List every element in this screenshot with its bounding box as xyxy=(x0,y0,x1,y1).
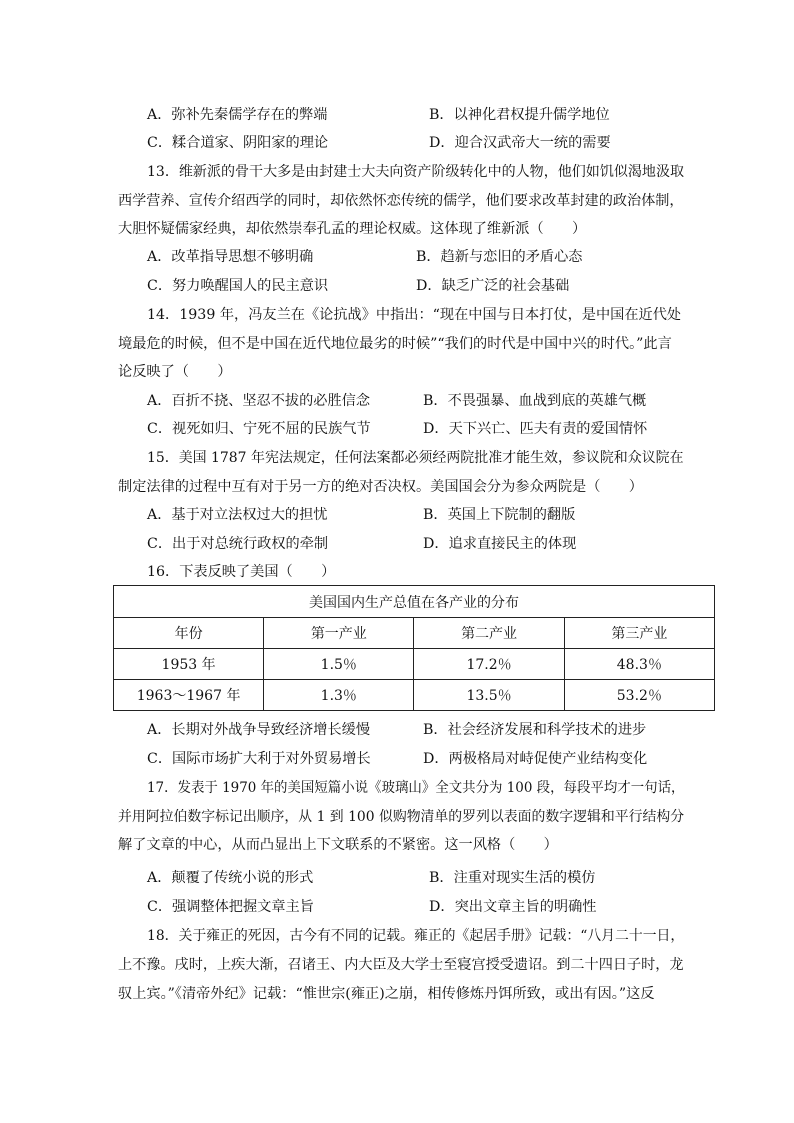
q18-stem-line-2: 上不豫。戌时，上疾大渐，召诸王、内大臣及大学士至寝宫授受遗诏。到二十四日子时，龙 xyxy=(118,957,684,973)
q12-option-b: B．以神化君权提升儒学地位 xyxy=(429,107,610,123)
q13-option-d: D．缺乏广泛的社会基础 xyxy=(416,278,570,294)
q14-stem-line-3: 论反映了（ ） xyxy=(118,364,232,380)
q15-stem-line-2: 制定法律的过程中互有对于另一方的绝对否决权。美国国会分为参众两院是（ ） xyxy=(118,479,643,495)
q14-stem-line-1: 14．1939 年，冯友兰在《论抗战》中指出：“现在中国与日本打仗，是中国在近代处 xyxy=(147,307,682,323)
table-header-cell: 第一产业 xyxy=(264,618,414,649)
q16-stem: 16．下表反映了美国（ ） xyxy=(147,564,336,580)
q17-stem-line-2: 并用阿拉伯数字标记出顺序，从 1 到 100 似购物清单的罗列以表面的数字逻辑和平行结构分 xyxy=(118,809,685,825)
table-cell: 48.3％ xyxy=(564,649,714,680)
q15-stem-line-1: 15．美国 1787 年宪法规定，任何法案都必须经两院批准才能生效，参议院和众议院在 xyxy=(147,450,684,466)
table-cell: 13.5％ xyxy=(414,680,564,711)
table-cell: 1953 年 xyxy=(114,649,264,680)
q13-stem-line-2: 西学营养、宣传介绍西学的同时，却依然怀恋传统的儒学，他们要求改革封建的政治体制， xyxy=(118,193,684,209)
q14-option-b: B．不畏强暴、血战到底的英雄气概 xyxy=(423,393,647,409)
table-header-row xyxy=(114,618,715,649)
q12-option-a: A．弥补先秦儒学存在的弊端 xyxy=(147,107,328,123)
q18-stem-line-1: 18．关于雍正的死因，古今有不同的记载。雍正的《起居手册》记载：“八月二十一日， xyxy=(147,928,685,944)
table-cell: 1963～1967 年 xyxy=(114,680,264,711)
q16-option-b: B．社会经济发展和科学技术的进步 xyxy=(423,722,647,738)
q15-option-a: A．基于对立法权过大的担忧 xyxy=(147,507,328,523)
q17-stem-line-1: 17．发表于 1970 年的美国短篇小说《玻璃山》全文共分为 100 段，每段平均才一句话， xyxy=(147,780,685,796)
q13-option-c: C．努力唤醒国人的民主意识 xyxy=(147,278,329,294)
q13-stem-line-1: 13．维新派的骨干大多是由封建士大夫向资产阶级转化中的人物，他们如饥似渴地汲取 xyxy=(147,164,685,180)
table-caption: 美国国内生产总值在各产业的分布 xyxy=(114,586,715,618)
q17-stem-line-3: 解了文章的中心，从而凸显出上下文联系的不紧密。这一风格（ ） xyxy=(118,837,558,853)
q14-option-a: A．百折不挠、坚忍不拔的必胜信念 xyxy=(147,393,371,409)
q14-option-c: C．视死如归、宁死不屈的民族气节 xyxy=(147,421,371,437)
table-header-cell: 第二产业 xyxy=(414,618,564,649)
q17-option-b: B．注重对现实生活的模仿 xyxy=(429,870,596,886)
q13-option-b: B．趋新与恋旧的矛盾心态 xyxy=(416,249,583,265)
table-cell: 53.2％ xyxy=(564,680,714,711)
q18-stem-line-3: 驭上宾。”《清帝外纪》记载：“惟世宗(雍正)之崩，相传修炼丹饵所致，或出有因。”这反 xyxy=(118,986,655,1002)
gdp-distribution-table xyxy=(113,585,715,711)
table-cell: 1.3％ xyxy=(264,680,414,711)
q14-stem-line-2: 境最危的时候，但不是中国在近代地位最劣的时候”“我们的时代是中国中兴的时代。”此言 xyxy=(118,336,672,352)
q14-option-d: D．天下兴亡、匹夫有责的爱国情怀 xyxy=(423,421,648,437)
table-row xyxy=(114,649,715,680)
q16-option-d: D．两极格局对峙促使产业结构变化 xyxy=(423,751,648,767)
q16-option-c: C．国际市场扩大利于对外贸易增长 xyxy=(147,751,371,767)
table-header-cell: 年份 xyxy=(114,618,264,649)
q15-option-c: C．出于对总统行政权的牵制 xyxy=(147,536,329,552)
q12-option-d: D．迎合汉武帝大一统的需要 xyxy=(429,135,611,151)
q17-option-a: A．颠覆了传统小说的形式 xyxy=(147,870,314,886)
q15-option-b: B．英国上下院制的翻版 xyxy=(423,507,576,523)
q16-option-a: A．长期对外战争导致经济增长缓慢 xyxy=(147,722,371,738)
table-row xyxy=(114,680,715,711)
q17-option-c: C．强调整体把握文章主旨 xyxy=(147,899,314,915)
table-cell: 17.2％ xyxy=(414,649,564,680)
q15-option-d: D．追求直接民主的体现 xyxy=(423,536,577,552)
q12-option-c: C．糅合道家、阴阳家的理论 xyxy=(147,135,329,151)
table-cell: 1.5％ xyxy=(264,649,414,680)
q17-option-d: D．突出文章主旨的明确性 xyxy=(429,899,597,915)
q13-option-a: A．改革指导思想不够明确 xyxy=(147,249,314,265)
q13-stem-line-3: 大胆怀疑儒家经典，却依然崇奉孔孟的理论权威。这体现了维新派（ ） xyxy=(118,221,587,237)
table-header-cell: 第三产业 xyxy=(564,618,714,649)
